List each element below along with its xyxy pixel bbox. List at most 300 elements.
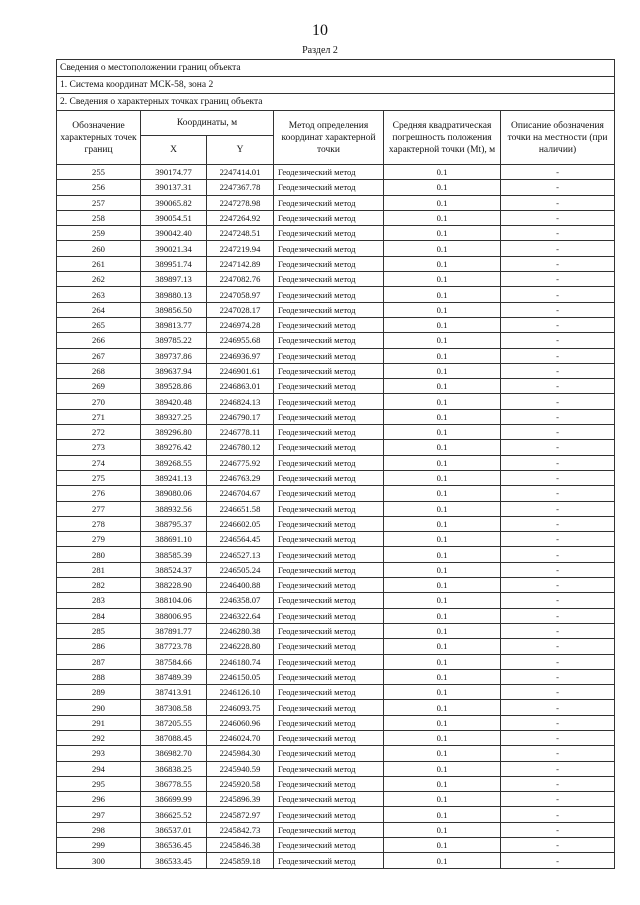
cell-description: -	[501, 608, 615, 623]
cell-point-number: 261	[57, 256, 141, 271]
cell-point-number: 259	[57, 226, 141, 241]
cell-coord-x: 387584.66	[141, 654, 207, 669]
cell-coord-x: 386982.70	[141, 746, 207, 761]
cell-coord-x: 388691.10	[141, 532, 207, 547]
cell-coord-x: 389880.13	[141, 287, 207, 302]
cell-method: Геодезический метод	[274, 562, 384, 577]
table-body	[57, 165, 615, 869]
cell-coord-x: 389951.74	[141, 256, 207, 271]
cell-point-number: 262	[57, 272, 141, 287]
cell-point-number: 267	[57, 348, 141, 363]
cell-method: Геодезический метод	[274, 241, 384, 256]
cell-accuracy: 0.1	[384, 593, 501, 608]
cell-description: -	[501, 715, 615, 730]
cell-coord-x: 386838.25	[141, 761, 207, 776]
cell-point-number: 265	[57, 317, 141, 332]
cell-description: -	[501, 792, 615, 807]
cell-accuracy: 0.1	[384, 547, 501, 562]
table-row	[57, 317, 615, 332]
cell-point-number: 280	[57, 547, 141, 562]
cell-coord-y: 2247082.76	[207, 272, 274, 287]
cell-coord-x: 386537.01	[141, 822, 207, 837]
cell-coord-x: 389637.94	[141, 363, 207, 378]
table-row	[57, 761, 615, 776]
table-row	[57, 302, 615, 317]
cell-method: Геодезический метод	[274, 700, 384, 715]
cell-method: Геодезический метод	[274, 409, 384, 424]
cell-accuracy: 0.1	[384, 669, 501, 684]
cell-coord-x: 389420.48	[141, 394, 207, 409]
cell-description: -	[501, 593, 615, 608]
cell-method: Геодезический метод	[274, 623, 384, 638]
cell-description: -	[501, 363, 615, 378]
cell-method: Геодезический метод	[274, 440, 384, 455]
cell-method: Геодезический метод	[274, 532, 384, 547]
cell-method: Геодезический метод	[274, 807, 384, 822]
header-y: Y	[207, 136, 274, 165]
cell-description: -	[501, 776, 615, 791]
cell-description: -	[501, 440, 615, 455]
cell-method: Геодезический метод	[274, 210, 384, 225]
cell-description: -	[501, 409, 615, 424]
cell-coord-x: 390065.82	[141, 195, 207, 210]
table-row	[57, 608, 615, 623]
cell-coord-y: 2246936.97	[207, 348, 274, 363]
cell-description: -	[501, 165, 615, 180]
table-row	[57, 455, 615, 470]
cell-method: Геодезический метод	[274, 593, 384, 608]
cell-accuracy: 0.1	[384, 715, 501, 730]
table-row	[57, 425, 615, 440]
cell-method: Геодезический метод	[274, 685, 384, 700]
cell-accuracy: 0.1	[384, 807, 501, 822]
cell-method: Геодезический метод	[274, 639, 384, 654]
cell-accuracy: 0.1	[384, 578, 501, 593]
cell-accuracy: 0.1	[384, 165, 501, 180]
cell-coord-y: 2245859.18	[207, 853, 274, 868]
table-title: Сведения о местоположении границ объекта	[57, 60, 615, 77]
table-row	[57, 195, 615, 210]
cell-coord-x: 387489.39	[141, 669, 207, 684]
cell-method: Геодезический метод	[274, 746, 384, 761]
cell-coord-y: 2247028.17	[207, 302, 274, 317]
cell-coord-x: 389737.86	[141, 348, 207, 363]
cell-accuracy: 0.1	[384, 210, 501, 225]
cell-coord-y: 2246024.70	[207, 730, 274, 745]
cell-coord-x: 389856.50	[141, 302, 207, 317]
cell-coord-y: 2246790.17	[207, 409, 274, 424]
cell-coord-y: 2246863.01	[207, 379, 274, 394]
cell-point-number: 268	[57, 363, 141, 378]
cell-method: Геодезический метод	[274, 302, 384, 317]
cell-point-number: 294	[57, 761, 141, 776]
cell-method: Геодезический метод	[274, 333, 384, 348]
cell-accuracy: 0.1	[384, 654, 501, 669]
table-row	[57, 623, 615, 638]
cell-description: -	[501, 516, 615, 531]
cell-method: Геодезический метод	[274, 547, 384, 562]
cell-description: -	[501, 210, 615, 225]
cell-description: -	[501, 272, 615, 287]
cell-method: Геодезический метод	[274, 425, 384, 440]
cell-accuracy: 0.1	[384, 730, 501, 745]
cell-accuracy: 0.1	[384, 853, 501, 868]
cell-method: Геодезический метод	[274, 256, 384, 271]
cell-accuracy: 0.1	[384, 241, 501, 256]
cell-coord-y: 2245920.58	[207, 776, 274, 791]
cell-description: -	[501, 685, 615, 700]
cell-accuracy: 0.1	[384, 685, 501, 700]
cell-description: -	[501, 761, 615, 776]
cell-coord-x: 390054.51	[141, 210, 207, 225]
cell-coord-y: 2246955.68	[207, 333, 274, 348]
cell-accuracy: 0.1	[384, 287, 501, 302]
cell-point-number: 288	[57, 669, 141, 684]
cell-coord-x: 386778.55	[141, 776, 207, 791]
table-row	[57, 165, 615, 180]
cell-point-number: 284	[57, 608, 141, 623]
cell-method: Геодезический метод	[274, 853, 384, 868]
cell-accuracy: 0.1	[384, 746, 501, 761]
cell-accuracy: 0.1	[384, 562, 501, 577]
cell-method: Геодезический метод	[274, 516, 384, 531]
cell-coord-y: 2246400.88	[207, 578, 274, 593]
cell-description: -	[501, 348, 615, 363]
cell-description: -	[501, 333, 615, 348]
subsection-title: 2. Сведения о характерных точках границ объекта	[57, 94, 615, 111]
cell-method: Геодезический метод	[274, 730, 384, 745]
cell-description: -	[501, 379, 615, 394]
cell-point-number: 281	[57, 562, 141, 577]
cell-description: -	[501, 425, 615, 440]
table-row	[57, 547, 615, 562]
cell-point-number: 283	[57, 593, 141, 608]
cell-coord-x: 389327.25	[141, 409, 207, 424]
cell-coord-y: 2246564.45	[207, 532, 274, 547]
cell-coord-y: 2246228.80	[207, 639, 274, 654]
cell-coord-y: 2245872.97	[207, 807, 274, 822]
cell-description: -	[501, 853, 615, 868]
cell-method: Геодезический метод	[274, 761, 384, 776]
cell-accuracy: 0.1	[384, 501, 501, 516]
cell-coord-x: 387413.91	[141, 685, 207, 700]
cell-accuracy: 0.1	[384, 776, 501, 791]
cell-description: -	[501, 822, 615, 837]
cell-point-number: 295	[57, 776, 141, 791]
cell-point-number: 298	[57, 822, 141, 837]
cell-method: Геодезический метод	[274, 578, 384, 593]
cell-coord-x: 387723.78	[141, 639, 207, 654]
cell-point-number: 256	[57, 180, 141, 195]
cell-point-number: 278	[57, 516, 141, 531]
cell-coord-x: 390042.40	[141, 226, 207, 241]
cell-coord-x: 389296.80	[141, 425, 207, 440]
cell-point-number: 255	[57, 165, 141, 180]
header-description: Описание обозначения точки на местности (при наличии)	[501, 111, 615, 165]
cell-point-number: 290	[57, 700, 141, 715]
cell-accuracy: 0.1	[384, 639, 501, 654]
cell-coord-y: 2246527.13	[207, 547, 274, 562]
table-row	[57, 532, 615, 547]
table-row	[57, 853, 615, 868]
cell-description: -	[501, 639, 615, 654]
table-row	[57, 746, 615, 761]
cell-coord-y: 2246093.75	[207, 700, 274, 715]
cell-coord-y: 2245984.30	[207, 746, 274, 761]
cell-point-number: 293	[57, 746, 141, 761]
cell-coord-x: 390021.34	[141, 241, 207, 256]
table-row	[57, 333, 615, 348]
cell-description: -	[501, 746, 615, 761]
cell-point-number: 291	[57, 715, 141, 730]
cell-method: Геодезический метод	[274, 715, 384, 730]
cell-description: -	[501, 241, 615, 256]
cell-point-number: 292	[57, 730, 141, 745]
table-row	[57, 470, 615, 485]
cell-description: -	[501, 455, 615, 470]
cell-coord-y: 2246126.10	[207, 685, 274, 700]
header-x: X	[141, 136, 207, 165]
cell-coord-x: 389080.06	[141, 486, 207, 501]
cell-accuracy: 0.1	[384, 516, 501, 531]
table-row	[57, 486, 615, 501]
cell-method: Геодезический метод	[274, 348, 384, 363]
cell-accuracy: 0.1	[384, 425, 501, 440]
cell-method: Геодезический метод	[274, 501, 384, 516]
cell-method: Геодезический метод	[274, 272, 384, 287]
cell-method: Геодезический метод	[274, 822, 384, 837]
cell-point-number: 266	[57, 333, 141, 348]
cell-description: -	[501, 654, 615, 669]
cell-coord-y: 2247219.94	[207, 241, 274, 256]
cell-point-number: 257	[57, 195, 141, 210]
cell-coord-y: 2246505.24	[207, 562, 274, 577]
table-row	[57, 180, 615, 195]
cell-coord-x: 388932.56	[141, 501, 207, 516]
cell-method: Геодезический метод	[274, 195, 384, 210]
table-row	[57, 578, 615, 593]
cell-accuracy: 0.1	[384, 455, 501, 470]
cell-coord-y: 2245940.59	[207, 761, 274, 776]
cell-point-number: 287	[57, 654, 141, 669]
cell-accuracy: 0.1	[384, 761, 501, 776]
cell-coord-x: 387088.45	[141, 730, 207, 745]
table-row	[57, 776, 615, 791]
cell-coord-x: 389276.42	[141, 440, 207, 455]
table-row	[57, 792, 615, 807]
table-row	[57, 256, 615, 271]
header-coordinates: Координаты, м	[141, 111, 274, 136]
cell-accuracy: 0.1	[384, 486, 501, 501]
cell-accuracy: 0.1	[384, 302, 501, 317]
cell-point-number: 300	[57, 853, 141, 868]
cell-accuracy: 0.1	[384, 317, 501, 332]
cell-coord-y: 2246150.05	[207, 669, 274, 684]
cell-description: -	[501, 700, 615, 715]
cell-method: Геодезический метод	[274, 792, 384, 807]
cell-method: Геодезический метод	[274, 608, 384, 623]
cell-coord-x: 388585.39	[141, 547, 207, 562]
cell-method: Геодезический метод	[274, 363, 384, 378]
cell-coord-x: 388006.95	[141, 608, 207, 623]
cell-coord-y: 2247058.97	[207, 287, 274, 302]
cell-point-number: 289	[57, 685, 141, 700]
table-row	[57, 700, 615, 715]
table-row	[57, 287, 615, 302]
cell-description: -	[501, 807, 615, 822]
cell-coord-y: 2245846.38	[207, 838, 274, 853]
cell-coord-x: 388228.90	[141, 578, 207, 593]
cell-method: Геодезический метод	[274, 394, 384, 409]
table-row	[57, 838, 615, 853]
cell-coord-y: 2246322.64	[207, 608, 274, 623]
page-number: 10	[312, 22, 328, 39]
cell-description: -	[501, 532, 615, 547]
table-row	[57, 822, 615, 837]
cell-description: -	[501, 226, 615, 241]
cell-method: Геодезический метод	[274, 165, 384, 180]
cell-description: -	[501, 256, 615, 271]
cell-accuracy: 0.1	[384, 256, 501, 271]
cell-accuracy: 0.1	[384, 348, 501, 363]
cell-coord-x: 386533.45	[141, 853, 207, 868]
cell-description: -	[501, 623, 615, 638]
cell-description: -	[501, 730, 615, 745]
cell-description: -	[501, 669, 615, 684]
cell-description: -	[501, 302, 615, 317]
cell-description: -	[501, 394, 615, 409]
coordinate-system: 1. Система координат МСК-58, зона 2	[57, 77, 615, 94]
cell-accuracy: 0.1	[384, 440, 501, 455]
cell-coord-x: 388104.06	[141, 593, 207, 608]
cell-accuracy: 0.1	[384, 180, 501, 195]
cell-accuracy: 0.1	[384, 623, 501, 638]
boundary-points-table	[56, 59, 615, 869]
cell-accuracy: 0.1	[384, 792, 501, 807]
header-method: Метод определения координат характерной точки	[274, 111, 384, 165]
cell-point-number: 258	[57, 210, 141, 225]
cell-point-number: 285	[57, 623, 141, 638]
cell-coord-y: 2247278.98	[207, 195, 274, 210]
cell-accuracy: 0.1	[384, 470, 501, 485]
cell-accuracy: 0.1	[384, 333, 501, 348]
cell-coord-y: 2246060.96	[207, 715, 274, 730]
cell-coord-x: 386536.45	[141, 838, 207, 853]
cell-description: -	[501, 470, 615, 485]
cell-accuracy: 0.1	[384, 272, 501, 287]
cell-coord-y: 2246180.74	[207, 654, 274, 669]
table-row	[57, 394, 615, 409]
cell-coord-y: 2246901.61	[207, 363, 274, 378]
cell-coord-x: 389268.55	[141, 455, 207, 470]
cell-coord-x: 389241.13	[141, 470, 207, 485]
table-row	[57, 654, 615, 669]
cell-point-number: 264	[57, 302, 141, 317]
cell-description: -	[501, 287, 615, 302]
cell-accuracy: 0.1	[384, 532, 501, 547]
cell-method: Геодезический метод	[274, 180, 384, 195]
cell-coord-y: 2247248.51	[207, 226, 274, 241]
cell-method: Геодезический метод	[274, 776, 384, 791]
table-row	[57, 715, 615, 730]
cell-coord-y: 2246704.67	[207, 486, 274, 501]
cell-accuracy: 0.1	[384, 822, 501, 837]
cell-description: -	[501, 486, 615, 501]
cell-coord-y: 2246824.13	[207, 394, 274, 409]
table-row	[57, 409, 615, 424]
table-row	[57, 226, 615, 241]
cell-point-number: 272	[57, 425, 141, 440]
table-row	[57, 516, 615, 531]
table-row	[57, 685, 615, 700]
cell-point-number: 296	[57, 792, 141, 807]
cell-point-number: 273	[57, 440, 141, 455]
cell-coord-y: 2246775.92	[207, 455, 274, 470]
cell-accuracy: 0.1	[384, 379, 501, 394]
table-row	[57, 241, 615, 256]
cell-coord-x: 389528.86	[141, 379, 207, 394]
cell-description: -	[501, 195, 615, 210]
cell-method: Геодезический метод	[274, 287, 384, 302]
cell-coord-y: 2247142.89	[207, 256, 274, 271]
cell-coord-y: 2246651.58	[207, 501, 274, 516]
cell-method: Геодезический метод	[274, 379, 384, 394]
cell-description: -	[501, 180, 615, 195]
cell-point-number: 279	[57, 532, 141, 547]
cell-description: -	[501, 578, 615, 593]
cell-coord-x: 386625.52	[141, 807, 207, 822]
cell-accuracy: 0.1	[384, 363, 501, 378]
cell-point-number: 286	[57, 639, 141, 654]
cell-coord-x: 389897.13	[141, 272, 207, 287]
cell-coord-y: 2246780.12	[207, 440, 274, 455]
cell-point-number: 297	[57, 807, 141, 822]
section-label: Раздел 2	[302, 45, 338, 56]
cell-method: Геодезический метод	[274, 226, 384, 241]
cell-method: Геодезический метод	[274, 455, 384, 470]
cell-coord-x: 389785.22	[141, 333, 207, 348]
cell-coord-x: 390137.31	[141, 180, 207, 195]
header-accuracy: Средняя квадратическая погрешность положения характерной точки (Mt), м	[384, 111, 501, 165]
table-row	[57, 210, 615, 225]
cell-accuracy: 0.1	[384, 409, 501, 424]
cell-coord-y: 2246358.07	[207, 593, 274, 608]
cell-coord-y: 2246602.05	[207, 516, 274, 531]
cell-point-number: 271	[57, 409, 141, 424]
cell-accuracy: 0.1	[384, 700, 501, 715]
table-row	[57, 501, 615, 516]
cell-description: -	[501, 562, 615, 577]
table-row	[57, 440, 615, 455]
cell-point-number: 274	[57, 455, 141, 470]
cell-coord-y: 2245842.73	[207, 822, 274, 837]
cell-point-number: 299	[57, 838, 141, 853]
cell-coord-y: 2246280.38	[207, 623, 274, 638]
cell-coord-x: 389813.77	[141, 317, 207, 332]
cell-coord-y: 2247414.01	[207, 165, 274, 180]
cell-coord-x: 387308.58	[141, 700, 207, 715]
table-row	[57, 272, 615, 287]
cell-point-number: 277	[57, 501, 141, 516]
table-row	[57, 669, 615, 684]
cell-accuracy: 0.1	[384, 226, 501, 241]
cell-coord-x: 386699.99	[141, 792, 207, 807]
cell-description: -	[501, 547, 615, 562]
cell-coord-y: 2247264.92	[207, 210, 274, 225]
cell-description: -	[501, 501, 615, 516]
cell-method: Геодезический метод	[274, 317, 384, 332]
table-row	[57, 363, 615, 378]
